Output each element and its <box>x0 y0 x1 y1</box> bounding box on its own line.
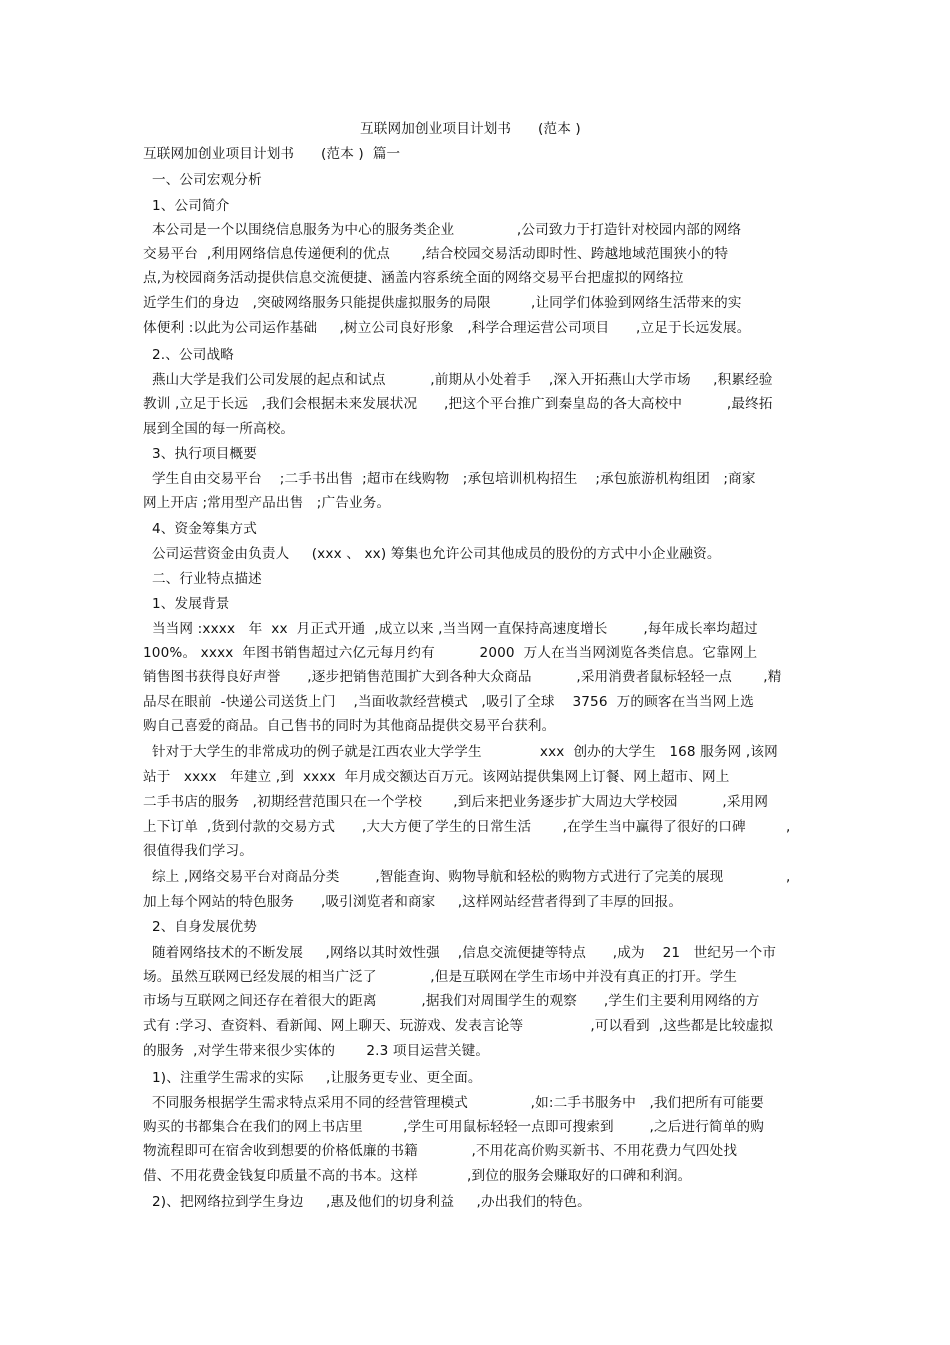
text-line: 式有 :学习、查资料、看新闻、网上聊天、玩游戏、发表言论等 ,可以看到 ,这些都是比较虚拟 <box>143 1018 774 1034</box>
subsection-heading: 2.、公司战略 <box>143 347 234 363</box>
text-line: 很值得我们学习。 <box>143 843 253 859</box>
text-line: 不同服务根据学生需求特点采用不同的经营管理模式 ,如:二手书服务中 ,我们把所有可能要 <box>143 1095 764 1111</box>
text-line: 物流程即可在宿舍收到想要的价格低廉的书籍 ,不用花高价购买新书、不用花费力气四处找 <box>143 1143 738 1159</box>
text-line: 上下订单 ,货到付款的交易方式 ,大大方便了学生的日常生活 ,在学生当中赢得了很好的口碑 , <box>143 819 791 835</box>
text-line: 教训 ,立足于长远 ,我们会根据未来发展状况 ,把这个平台推广到秦皇岛的各大高校中 ,最终拓 <box>143 396 773 412</box>
text-line: 本公司是一个以围绕信息服务为中心的服务类企业 ,公司致力于打造针对校园内部的网络 <box>143 222 742 238</box>
subsection-heading: 2、自身发展优势 <box>143 919 257 935</box>
text-line: 针对于大学生的非常成功的例子就是江西农业大学学生 xxx 创办的大学生 168 服务网 ,该网 <box>143 744 778 760</box>
text-line: 公司运营资金由负责人 (xxx 、 xx) 筹集也允许公司其他成员的股份的方式中小企业融资。 <box>143 546 721 562</box>
section-heading: 二、行业特点描述 <box>143 571 262 587</box>
text-line: 100%。 xxxx 年图书销售超过六亿元每月约有 2000 万人在当当网浏览各类信息。它靠网上 <box>143 645 758 661</box>
text-line: 当当网 :xxxx 年 xx 月正式开通 ,成立以来 ,当当网一直保持高速度增长 ,每年成长率均超过 <box>143 621 758 637</box>
subsection-heading: 1)、注重学生需求的实际 ,让服务更专业、更全面。 <box>143 1070 482 1086</box>
subsection-heading: 2)、把网络拉到学生身边 ,惠及他们的切身利益 ,办出我们的特色。 <box>143 1194 591 1210</box>
section-heading: 一、公司宏观分析 <box>143 172 262 188</box>
text-line: 近学生们的身边 ,突破网络服务只能提供虚拟服务的局限 ,让同学们体验到网络生活带来的实 <box>143 295 742 311</box>
text-line: 学生自由交易平台 ;二手书出售 ;超市在线购物 ;承包培训机构招生 ;承包旅游机构组团 ;商家 <box>143 471 756 487</box>
text-line: 点,为校园商务活动提供信息交流便捷、涵盖内容系统全面的网络交易平台把虚拟的网络拉 <box>143 270 684 286</box>
subsection-heading: 4、资金筹集方式 <box>143 521 257 537</box>
document-title: 互联网加创业项目计划书 (范本 ) <box>360 121 581 137</box>
text-line: 的服务 ,对学生带来很少实体的 2.3 项目运营关键。 <box>143 1043 490 1059</box>
text-line: 品尽在眼前 -快递公司送货上门 ,当面收款经营模式 ,吸引了全球 3756 万的顾客在当当网上选 <box>143 694 755 710</box>
subsection-heading: 1、发展背景 <box>143 596 230 612</box>
text-line: 燕山大学是我们公司发展的起点和试点 ,前期从小处着手 ,深入开拓燕山大学市场 ,积累经验 <box>143 372 773 388</box>
text-line: 借、不用花费金钱复印质量不高的书本。这样 ,到位的服务会赚取好的口碑和利润。 <box>143 1168 692 1184</box>
text-line: 销售图书获得良好声誉 ,逐步把销售范围扩大到各种大众商品 ,采用消费者鼠标轻轻一点 ,精 <box>143 669 782 685</box>
text-line: 互联网加创业项目计划书 (范本 ) 篇一 <box>143 146 401 162</box>
text-line: 综上 ,网络交易平台对商品分类 ,智能查询、购物导航和轻松的购物方式进行了完美的展现 , <box>143 869 791 885</box>
text-line: 网上开店 ;常用型产品出售 ;广告业务。 <box>143 495 391 511</box>
text-line: 购买的书都集合在我们的网上书店里 ,学生可用鼠标轻轻一点即可搜索到 ,之后进行简单的购 <box>143 1119 764 1135</box>
text-line: 展到全国的每一所高校。 <box>143 421 295 437</box>
subsection-heading: 3、执行项目概要 <box>143 446 257 462</box>
text-line: 购自己喜爱的商品。自己售书的同时为其他商品提供交易平台获利。 <box>143 718 556 734</box>
text-line: 站于 xxxx 年建立 ,到 xxxx 年月成交额达百万元。该网站提供集网上订餐、网上超市、网上 <box>143 769 730 785</box>
subsection-heading: 1、公司简介 <box>143 198 230 214</box>
text-line: 二手书店的服务 ,初期经营范围只在一个学校 ,到后来把业务逐步扩大周边大学校园 ,采用网 <box>143 794 769 810</box>
text-line: 加上每个网站的特色服务 ,吸引浏览者和商家 ,这样网站经营者得到了丰厚的回报。 <box>143 894 683 910</box>
text-line: 场。虽然互联网已经发展的相当广泛了 ,但是互联网在学生市场中并没有真正的打开。学生 <box>143 969 738 985</box>
text-line: 体便利 :以此为公司运作基础 ,树立公司良好形象 ,科学合理运营公司项目 ,立足于长远发展。 <box>143 320 751 336</box>
text-line: 随着网络技术的不断发展 ,网络以其时效性强 ,信息交流便捷等特点 ,成为 21 世纪另一个市 <box>143 945 777 961</box>
text-line: 市场与互联网之间还存在着很大的距离 ,据我们对周围学生的观察 ,学生们主要利用网络的方 <box>143 993 760 1009</box>
text-line: 交易平台 ,利用网络信息传递便利的优点 ,结合校园交易活动即时性、跨越地域范围狭小的特 <box>143 246 729 262</box>
